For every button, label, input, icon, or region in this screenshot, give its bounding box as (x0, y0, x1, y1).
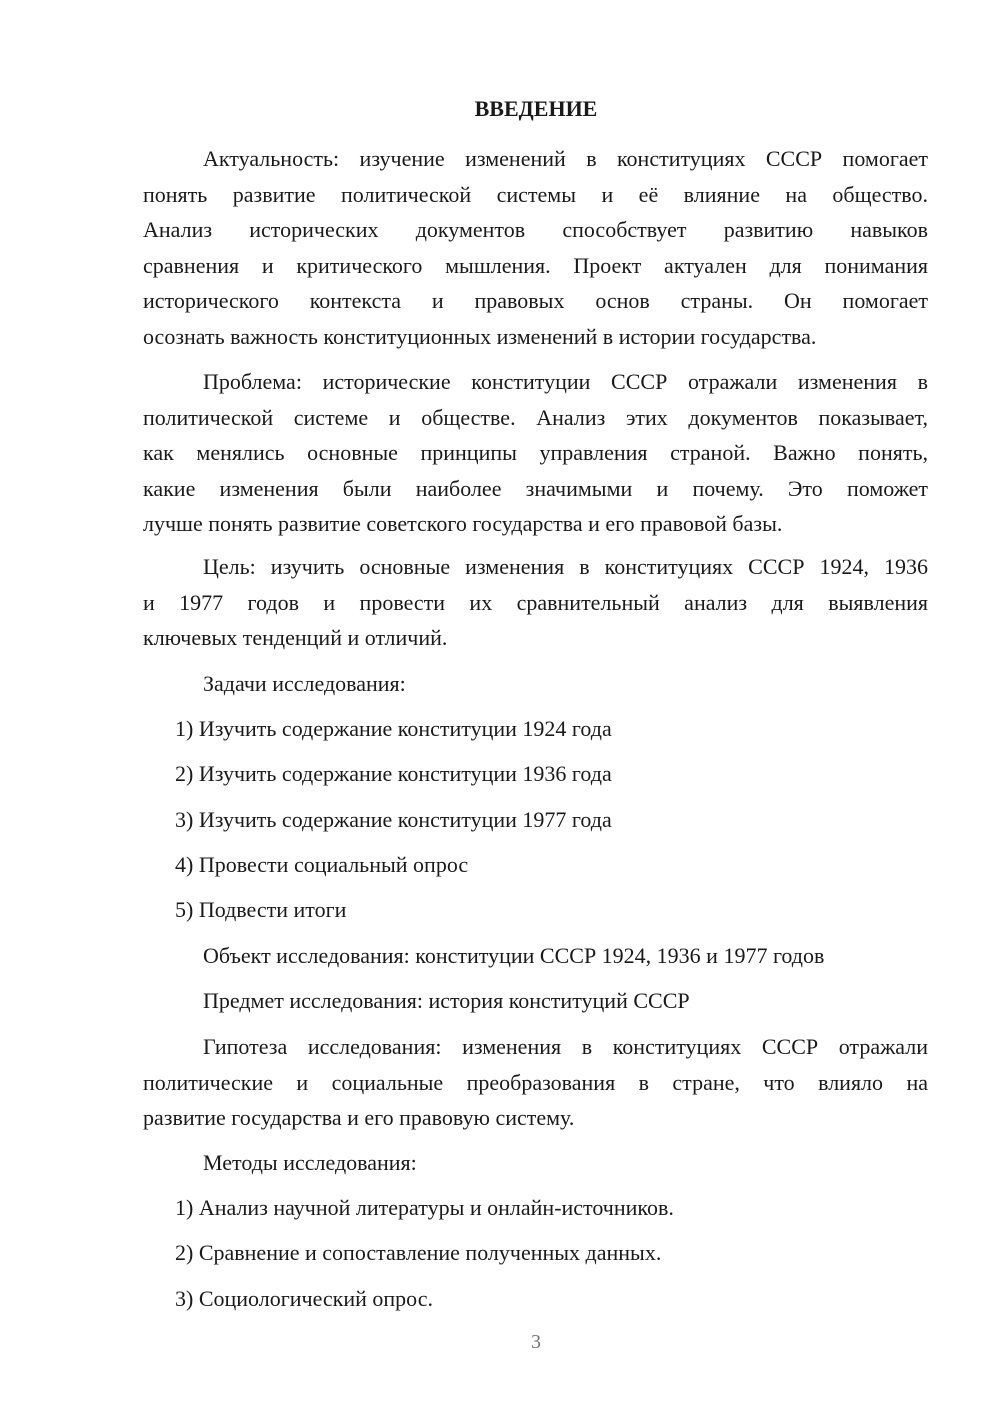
text-line: ключевых тенденций и отличий. (143, 625, 448, 650)
method-item: 1) Анализ научной литературы и онлайн-источников. (175, 1195, 674, 1220)
paragraph-goal (143, 549, 928, 656)
method-item: 2) Сравнение и сопоставление полученных данных. (175, 1240, 662, 1265)
text-line: политические и социальные преобразования в стране, что влияло на (143, 1069, 928, 1095)
text-line: Цель: изучить основные изменения в конституциях СССР 1924, 1936 (203, 554, 928, 579)
task-item: 1) Изучить содержание конституции 1924 года (175, 716, 612, 741)
research-subject: Предмет исследования: история конституций СССР (203, 988, 690, 1013)
task-item: 3) Изучить содержание конституции 1977 года (175, 807, 612, 832)
text-line: какие изменения были наиболее значимыми и почему. Это поможет (143, 475, 928, 501)
text-line: развитие государства и его правовую систему. (143, 1105, 575, 1130)
text-line: сравнения и критического мышления. Проект актуален для понимания (143, 252, 928, 278)
page-title: ВВЕДЕНИЕ (474, 96, 598, 121)
research-object: Объект исследования: конституции СССР 1924, 1936 и 1977 годов (203, 943, 825, 968)
text-line: осознать важность конституционных изменений в истории государства. (143, 323, 817, 349)
text-line: Анализ исторических документов способствует развитию навыков (143, 217, 928, 242)
text-line: исторического контекста и правовых основ страны. Он помогает (143, 288, 928, 313)
methods-heading: Методы исследования: (203, 1150, 417, 1175)
text-line: лучше понять развитие советского государства и его правовой базы. (143, 511, 783, 536)
text-line: как менялись основные принципы управления страной. Важно понять, (143, 440, 928, 465)
task-item: 5) Подвести итоги (175, 897, 347, 922)
text-line: понять развитие политической системы и её влияние на общество. (143, 181, 928, 207)
tasks-heading: Задачи исследования: (203, 671, 406, 696)
paragraph-hypothesis (143, 1029, 928, 1136)
page-number: 3 (531, 1331, 541, 1353)
text-line: Гипотеза исследования: изменения в конституциях СССР отражали (203, 1034, 928, 1059)
text-line: и 1977 годов и провести их сравнительный анализ для выявления (143, 589, 928, 615)
text-line: политической системе и обществе. Анализ этих документов показывает, (143, 404, 928, 430)
text-line: Актуальность: изучение изменений в конституциях СССР помогает (203, 146, 928, 171)
paragraph-relevance (143, 141, 928, 354)
task-item: 4) Провести социальный опрос (175, 852, 469, 877)
method-item: 3) Социологический опрос. (175, 1286, 433, 1311)
task-item: 2) Изучить содержание конституции 1936 года (175, 761, 612, 786)
paragraph-problem (143, 364, 928, 542)
text-line: Проблема: исторические конституции СССР отражали изменения в (203, 369, 928, 394)
